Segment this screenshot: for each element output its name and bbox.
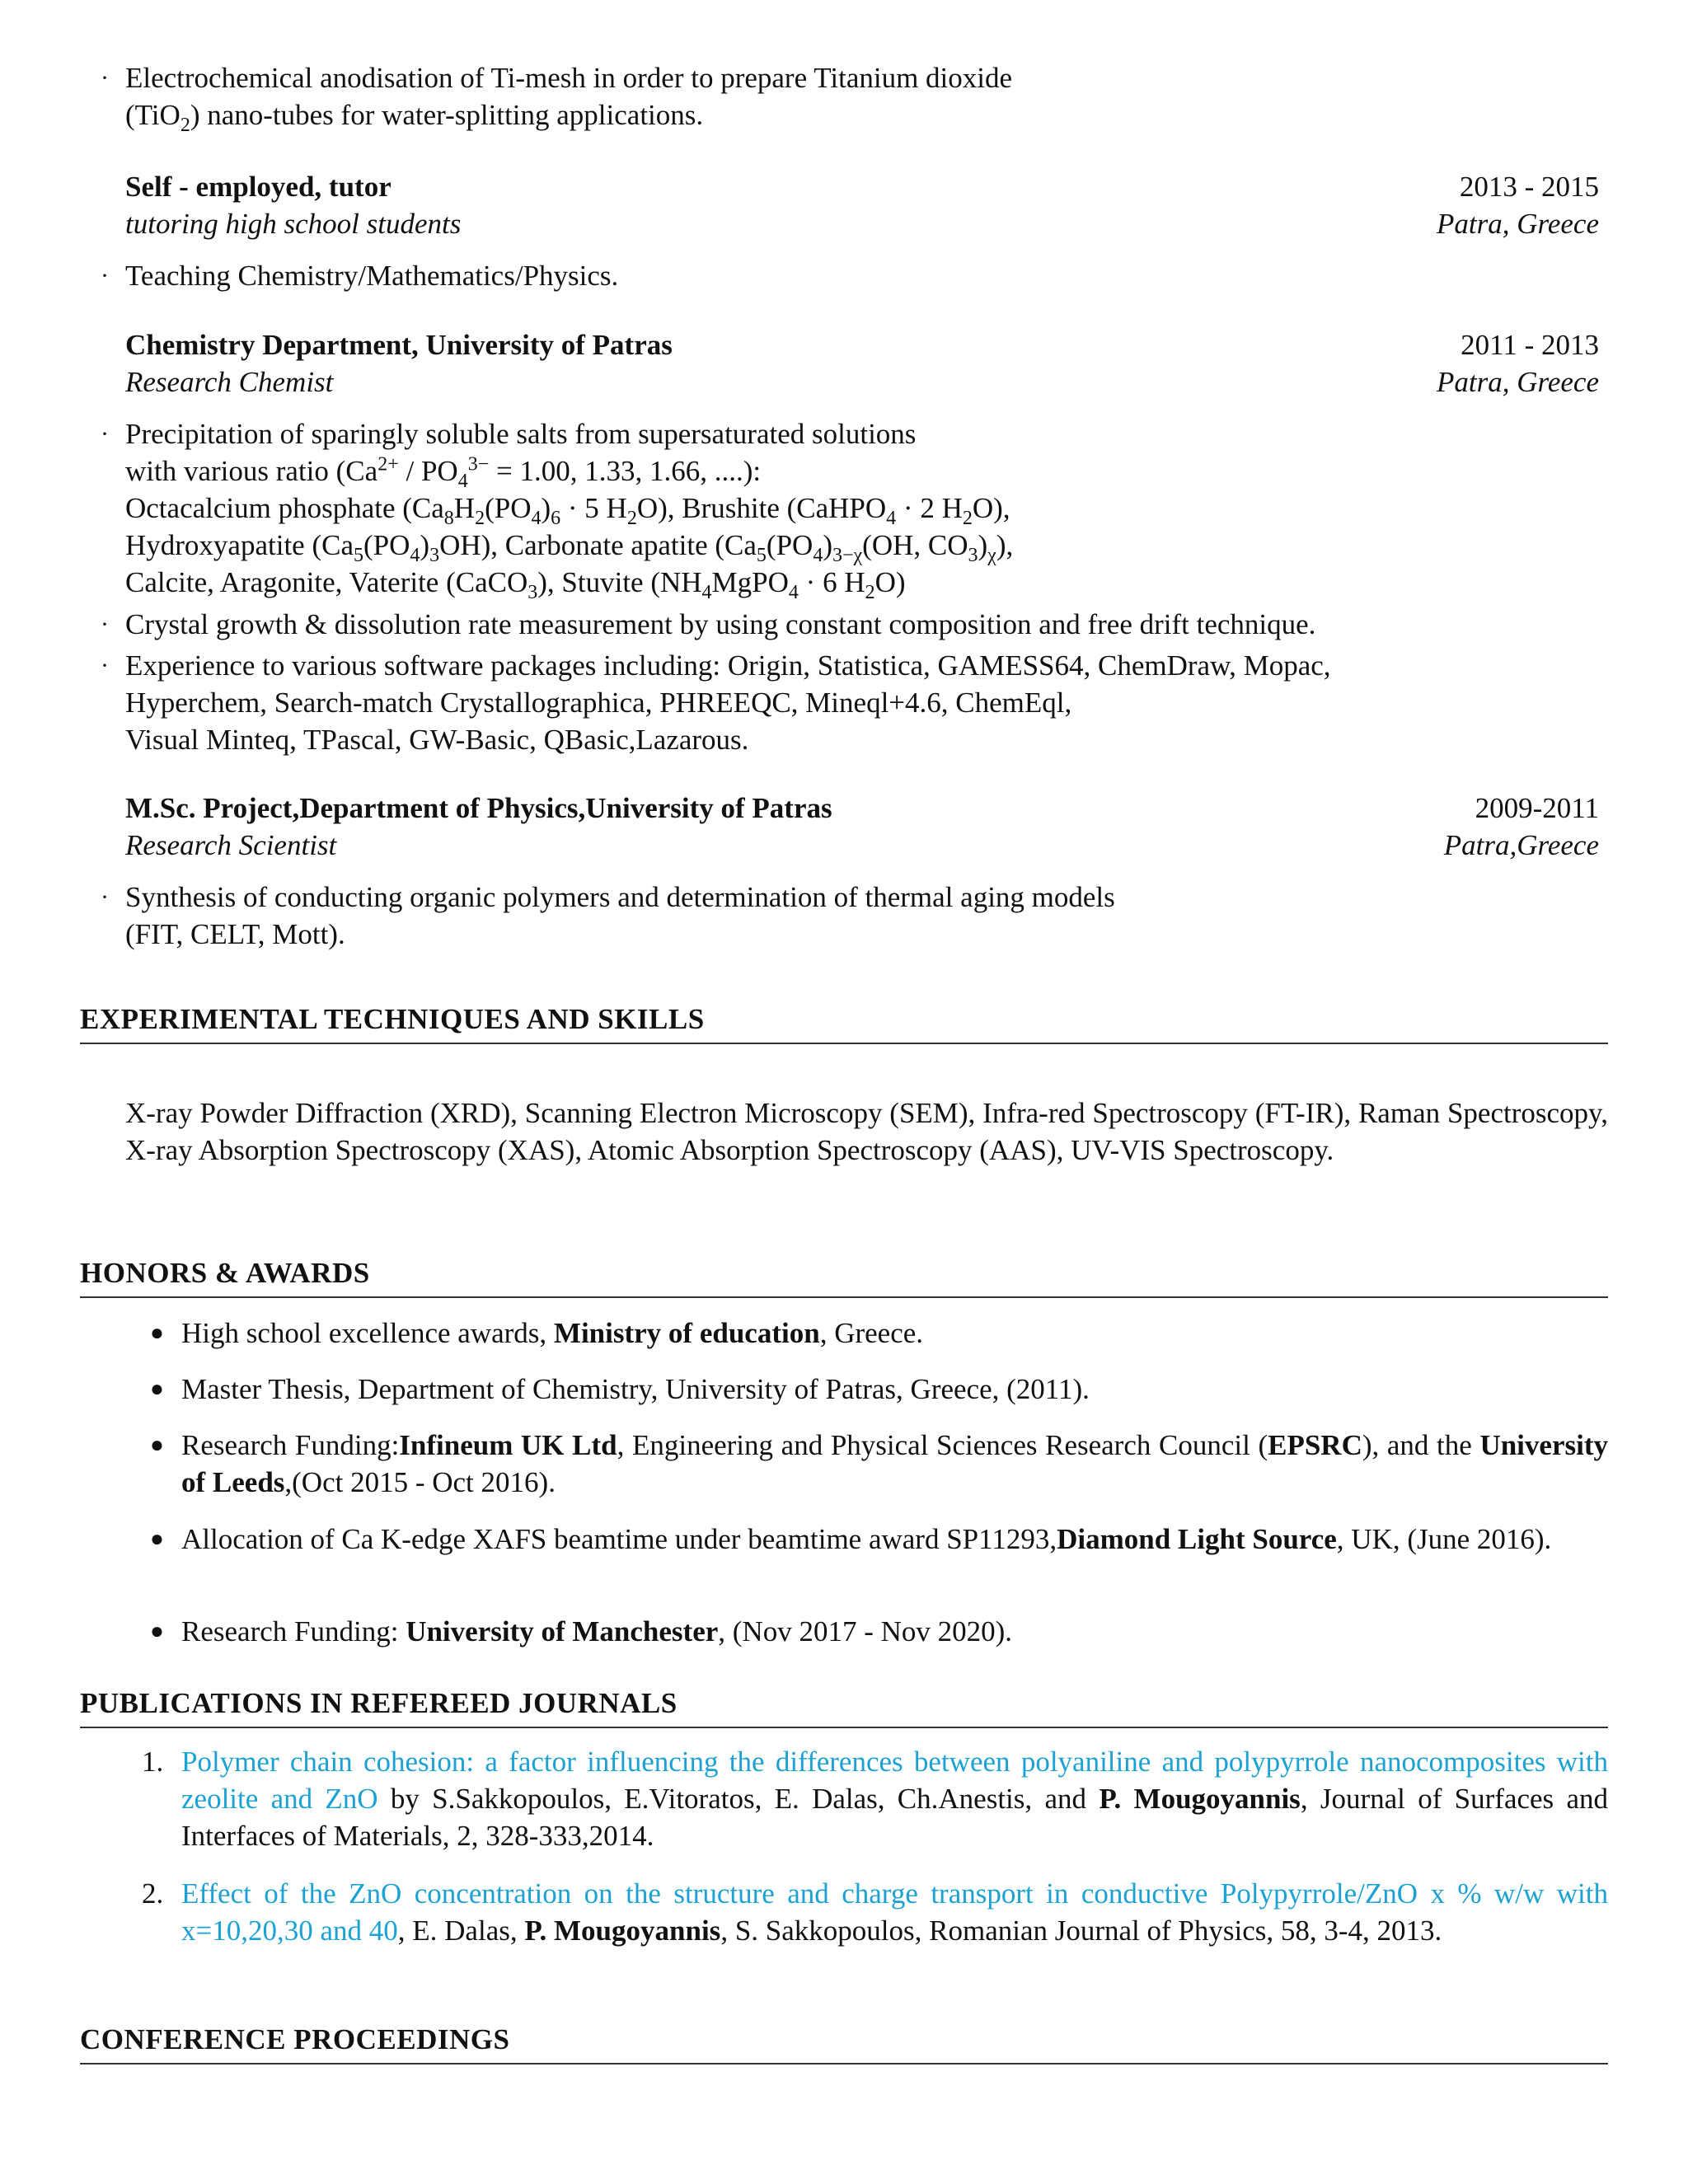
publication-link[interactable]: Polymer chain cohesion: a factor influencing the differences between polyaniline and polypyrrole nanocomposites with zeolite and ZnO	[181, 1746, 1608, 1815]
honor-item: High school excellence awards, Ministry of education, Greece.	[181, 1317, 924, 1349]
experience-entry	[125, 790, 1599, 864]
entry-place: Patra, Greece	[1437, 366, 1599, 398]
entry-role: Research Scientist	[125, 829, 337, 861]
list-item: Precipitation of sparingly soluble salts from supersaturated solutions with various ratio ($Ca^{2+} / PO_4^{3-} = 1.00$, 1.33, 1.66, ....): Octacalcium phosphate ($Ca_8H_2(PO_4)_6 \cdot 5$ $H_2O$), Brushite (CaHPO$_4$ · 2 $H_2O$), Hydroxyapatite $(Ca_5(PO_4)_3OH)$, Carbonate apatite ($Ca_5(PO_4)_{3-\chi}(OH$, $CO_3)_\chi$), Calcite, Aragonite, Vaterite (CaCO$_3$), Stuvite ($NH_4MgPO_4 \cdot 6$ $H_2O$)	[125, 418, 1014, 603]
entry-place: Patra, Greece	[1437, 208, 1599, 240]
bullet-dot: ·	[101, 420, 109, 448]
entry-org: Chemistry Department, University of Patras	[125, 329, 673, 361]
entry-date: 2013 - 2015	[1459, 171, 1599, 203]
list-item: Experience to various software packages including: Origin, Statistica, GAMESS64, ChemDraw, Mopac, Hyperchem, Search-match Crystallographica, PHREEQC, Mineql+4.6, ChemEql, Visual Minteq, TPascal, GW-Basic, QBasic,Lazarous.	[125, 649, 1331, 756]
section-heading-skills: EXPERIMENTAL TECHNIQUES AND SKILLS	[80, 1001, 1608, 1044]
section-heading-honors: HONORS & AWARDS	[80, 1254, 1608, 1298]
entry-place: Patra,Greece	[1443, 829, 1599, 861]
entry-role: Research Chemist	[125, 366, 334, 398]
publication-link[interactable]: Effect of the ZnO concentration on the structure and charge transport in conductive Polypyrrole/ZnO x % w/w with x=10,20,30 and 40	[181, 1877, 1608, 1947]
entry-date: 2009-2011	[1475, 792, 1599, 824]
entry-role: tutoring high school students	[125, 208, 462, 240]
honor-item: Master Thesis, Department of Chemistry, University of Patras, Greece, (2011).	[181, 1373, 1090, 1405]
entry-date: 2011 - 2013	[1461, 329, 1599, 361]
entry-org: M.Sc. Project,Department of Physics,University of Patras	[125, 792, 832, 824]
honor-item: Research Funding:Infineum UK Ltd, Engineering and Physical Sciences Research Council (EPSRC), and the University of Leeds,(Oct 2015 - Oct 2016).	[181, 1429, 1608, 1498]
bullet-dot: ●	[150, 1526, 164, 1552]
list-item: Synthesis of conducting organic polymers and determination of thermal aging models (FIT, CELT, Mott).	[125, 881, 1115, 950]
bullet-dot: ·	[101, 652, 109, 679]
honor-item: Research Funding: University of Manchester, (Nov 2017 - Nov 2020).	[181, 1615, 1013, 1647]
pub-number: 2.	[142, 1877, 164, 1910]
bullet-dot: ·	[101, 64, 109, 91]
experience-entry	[125, 168, 1599, 242]
entry-org: Self - employed, tutor	[125, 171, 392, 203]
publication-item: Effect of the ZnO concentration on the structure and charge transport in conductive Polypyrrole/ZnO x % w/w with x=10,20,30 and 40, E. Dalas, P. Mougoyannis, S. Sakkopoulos, Romanian Journal of Physics, 58, 3-4, 2013.	[181, 1877, 1608, 1947]
list-item: Electrochemical anodisation of Ti-mesh in order to prepare Titanium dioxide (TiO$_2$) nano-tubes for water-splitting applications.	[125, 62, 1013, 136]
bullet-dot: ·	[101, 883, 109, 911]
list-item: Crystal growth & dissolution rate measurement by using constant composition and free drift technique.	[125, 608, 1316, 640]
section-heading-conference: CONFERENCE PROCEEDINGS	[80, 2021, 1608, 2064]
bullet-dot: ·	[101, 262, 109, 289]
bullet-dot: ●	[150, 1320, 164, 1346]
publication-item: Polymer chain cohesion: a factor influencing the differences between polyaniline and polypyrrole nanocomposites with zeolite and ZnO by S.Sakkopoulos, E.Vitoratos, E. Dalas, Ch.Anestis, and P. Mougoyannis, Journal of Surfaces and Interfaces of Materials, 2, 328-333,2014.	[181, 1746, 1609, 1852]
list-item: Teaching Chemistry/Mathematics/Physics.	[125, 260, 619, 292]
section-heading-publications: PUBLICATIONS IN REFEREED JOURNALS	[80, 1685, 1608, 1728]
bullet-dot: ·	[101, 611, 109, 638]
skills-text: X-ray Powder Diffraction (XRD), Scanning Electron Microscopy (SEM), Infra-red Spectroscopy (FT-IR), Raman Spectroscopy, X-ray Absorption Spectroscopy (XAS), Atomic Absorption Spectroscopy (AAS), UV-VIS Spectroscopy.	[125, 1097, 1608, 1166]
honor-item: Allocation of Ca K-edge XAFS beamtime under beamtime award SP11293,Diamond Light Source, UK, (June 2016).	[181, 1523, 1552, 1555]
pub-number: 1.	[142, 1746, 164, 1778]
bullet-dot: ●	[150, 1376, 164, 1402]
bullet-dot: ●	[150, 1432, 164, 1458]
experience-entry	[125, 326, 1599, 401]
bullet-dot: ●	[150, 1619, 164, 1644]
